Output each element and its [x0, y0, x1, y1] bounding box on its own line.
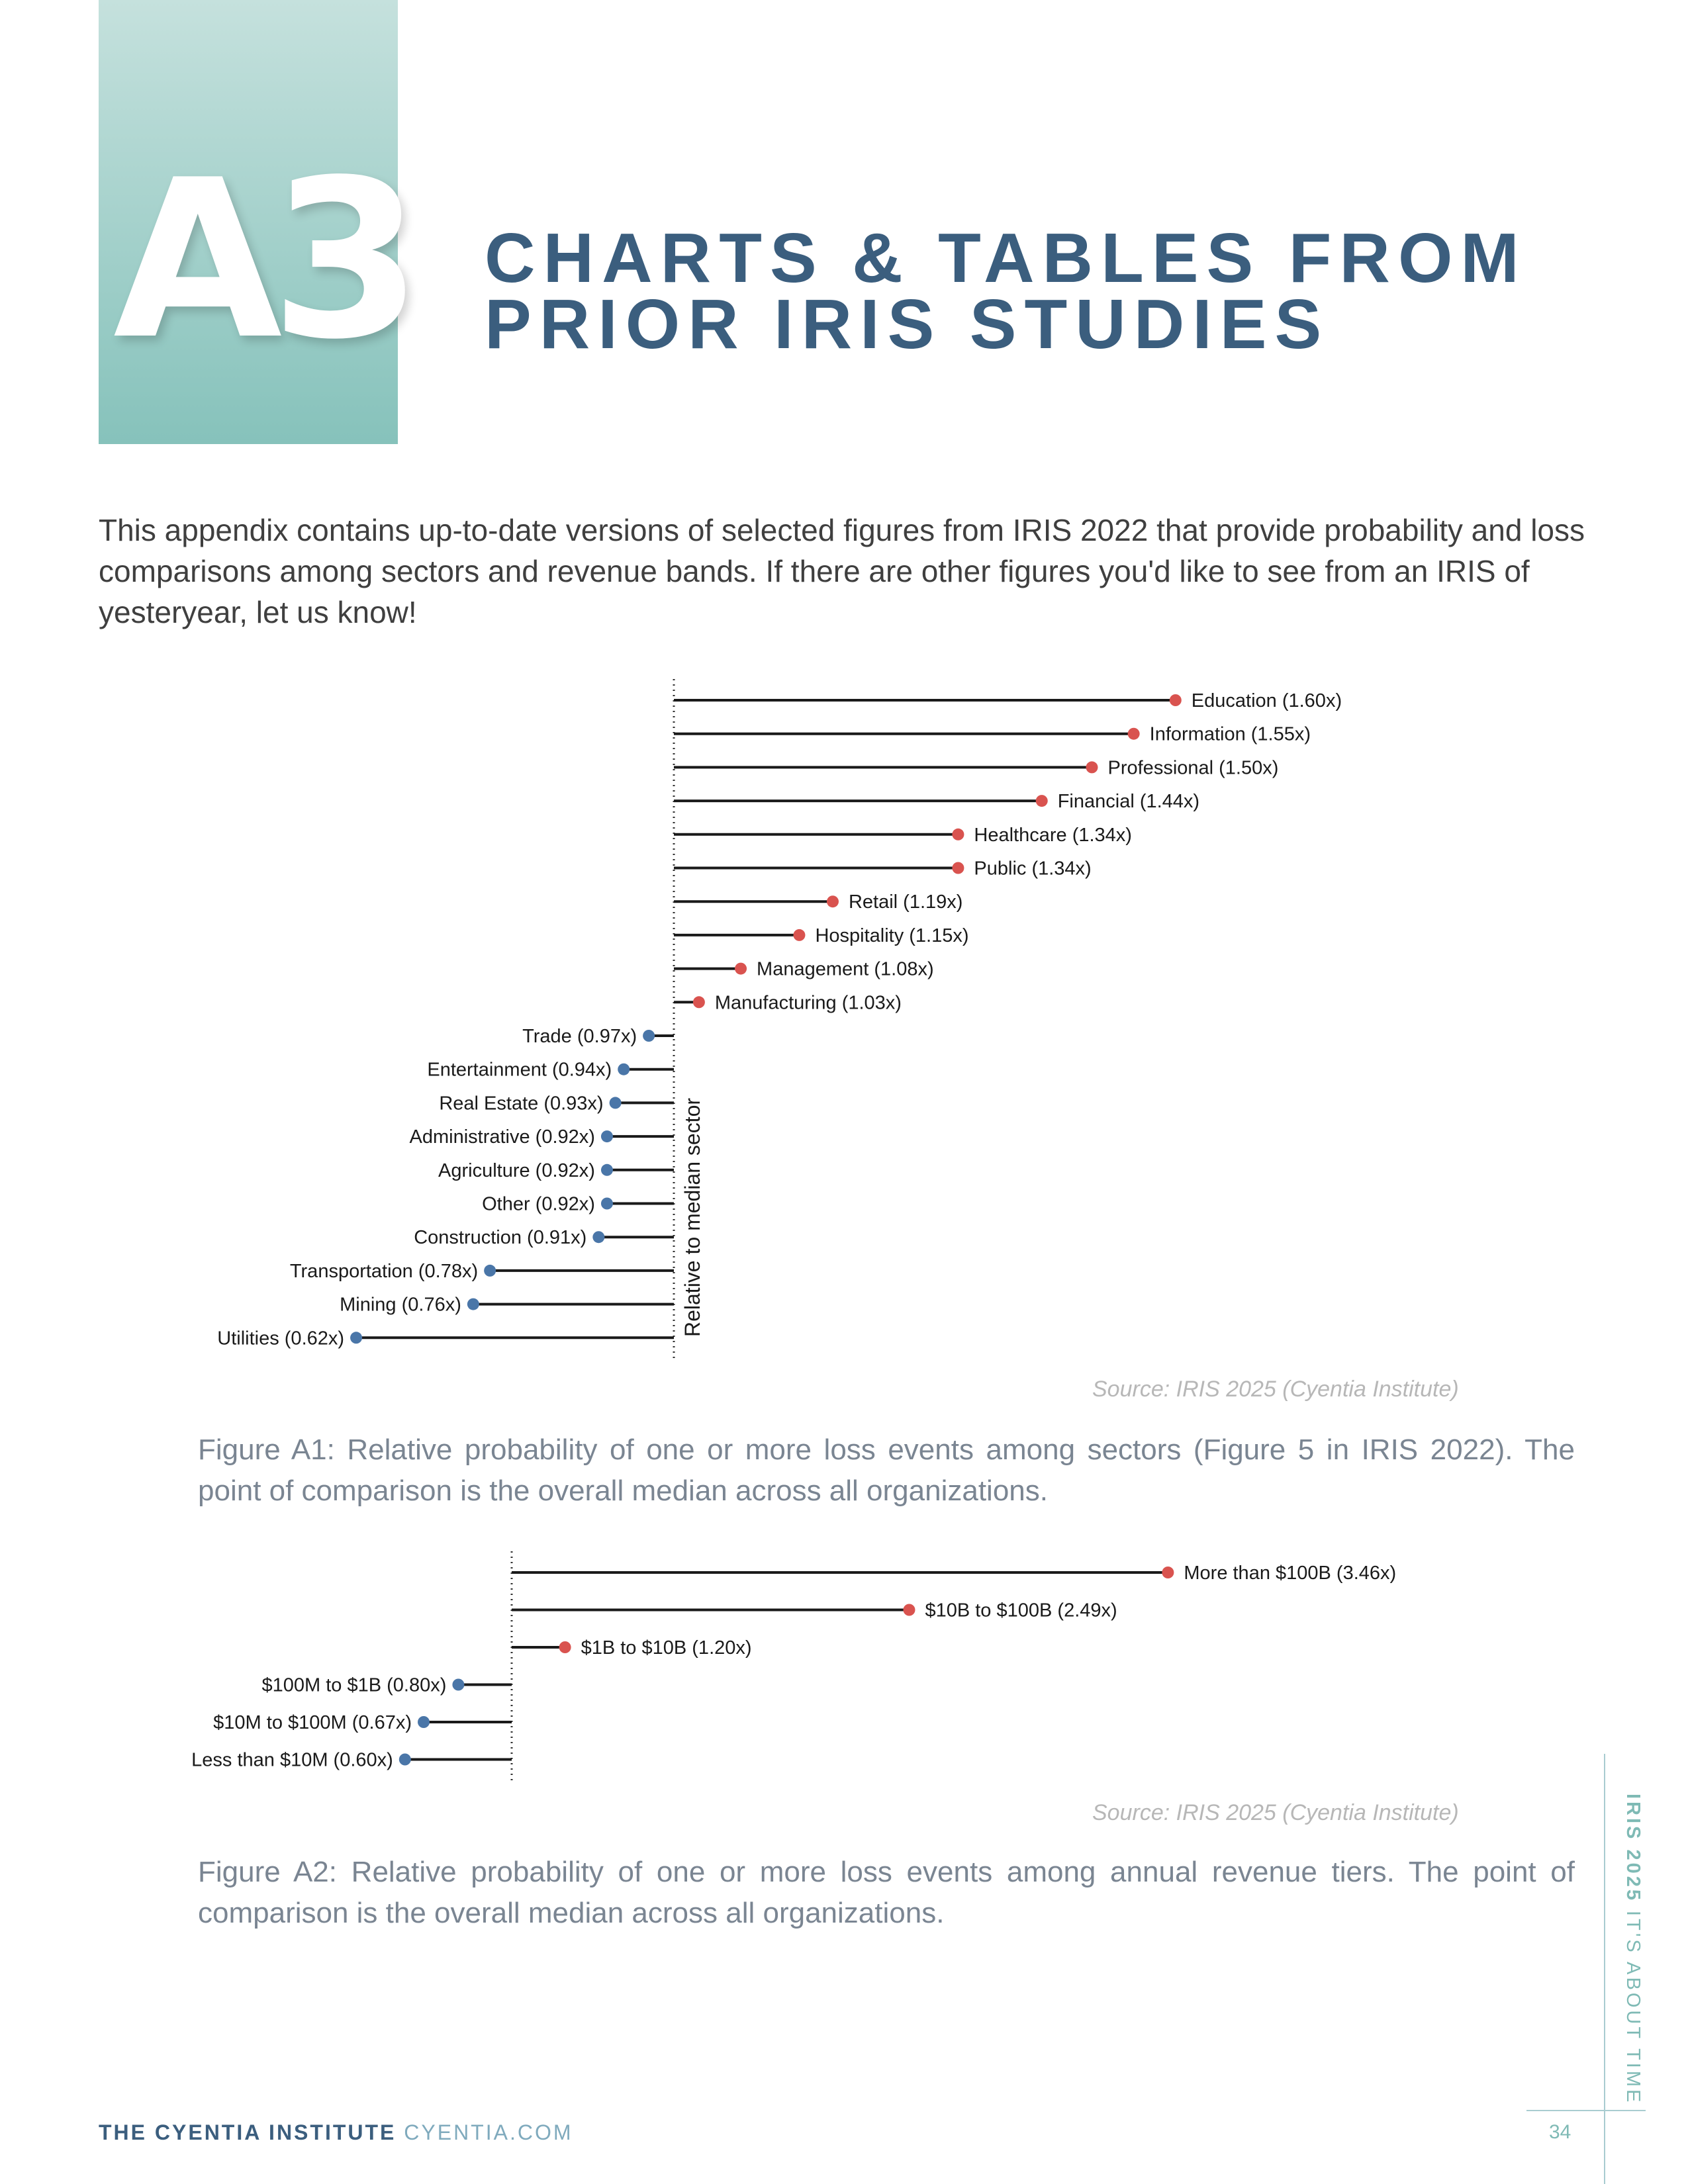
point-label: Management (1.08x): [757, 958, 934, 980]
point-label: Real Estate (0.93x): [439, 1093, 604, 1115]
point-label: Hospitality (1.15x): [815, 925, 969, 946]
footer-org: THE CYENTIA INSTITUTE: [99, 2120, 397, 2144]
lollipop-point: [1036, 795, 1048, 807]
point-label: Education (1.60x): [1191, 690, 1342, 711]
point-label: Construction (0.91x): [414, 1227, 587, 1249]
lollipop-point: [418, 1716, 430, 1728]
page-title-line2: PRIOR IRIS STUDIES: [485, 285, 1330, 363]
lollipop-point: [399, 1754, 411, 1766]
lollipop-point: [1162, 1567, 1174, 1578]
point-label: Manufacturing (1.03x): [714, 992, 902, 1014]
point-label: $1B to $10B (1.20x): [581, 1637, 752, 1659]
intro-paragraph: This appendix contains up-to-date versions of selected figures from IRIS 2022 that provide probability and loss comparisons among sectors and revenue bands. If there are other figures you'd like to see from an IRIS of yesteryear, let us know!: [99, 513, 1585, 629]
lollipop-point: [452, 1679, 464, 1691]
figure-a1-source: Source: IRIS 2025 (Cyentia Institute): [1092, 1377, 1459, 1402]
point-label: Trade (0.97x): [522, 1026, 637, 1047]
footer: [99, 2120, 573, 2145]
lollipop-point: [559, 1641, 571, 1653]
point-label: Financial (1.44x): [1057, 791, 1200, 813]
lollipop-point: [601, 1164, 613, 1176]
lollipop-point: [592, 1231, 604, 1243]
section-code: A3: [113, 133, 411, 387]
lollipop-point: [643, 1030, 655, 1042]
point-label: Less than $10M (0.60x): [191, 1749, 393, 1771]
page-number: 34: [1549, 2121, 1571, 2143]
page-title: [485, 219, 1527, 363]
point-label: Public (1.34x): [974, 858, 1092, 880]
axis-label: Relative to median sector: [680, 1097, 704, 1337]
page-title-line1: CHARTS & TABLES FROM: [485, 219, 1527, 297]
sector-lollipop-chart: [0, 675, 1688, 1363]
point-label: Administrative (0.92x): [409, 1126, 595, 1148]
point-label: Professional (1.50x): [1107, 757, 1279, 779]
point-label: Other (0.92x): [482, 1193, 595, 1215]
lollipop-point: [610, 1097, 622, 1109]
point-label: $10M to $100M (0.67x): [213, 1712, 412, 1733]
revenue-lollipop-chart: [0, 1542, 1688, 1794]
point-label: Agriculture (0.92x): [438, 1160, 595, 1181]
sidebar-branding: [1622, 1794, 1644, 2105]
lollipop-point: [793, 929, 805, 941]
figure-a2-caption: Figure A2: Relative probability of one or more loss events among annual revenue tiers. The point of comparison is the overall median across all organizations.: [198, 1856, 1575, 1929]
lollipop-point: [1128, 728, 1140, 740]
figure-a1-caption: Figure A1: Relative probability of one or more loss events among sectors (Figure 5 in IRIS 2022). The point of comparison is the overall median across all organizations.: [198, 1433, 1575, 1507]
lollipop-point: [693, 996, 705, 1008]
point-label: $100M to $1B (0.80x): [261, 1674, 447, 1696]
point-label: Information (1.55x): [1149, 723, 1311, 745]
lollipop-point: [601, 1130, 613, 1142]
point-label: Healthcare (1.34x): [974, 824, 1132, 846]
lollipop-point: [467, 1298, 479, 1310]
figure-a2-source: Source: IRIS 2025 (Cyentia Institute): [1092, 1800, 1459, 1825]
lollipop-point: [903, 1604, 915, 1616]
sidebar-divider: [1604, 1754, 1605, 2184]
point-label: Entertainment (0.94x): [427, 1059, 612, 1081]
footer-url: CYENTIA.COM: [404, 2120, 573, 2144]
lollipop-point: [1170, 694, 1182, 706]
lollipop-point: [618, 1064, 630, 1075]
footer-divider: [1526, 2110, 1646, 2111]
section-badge: [99, 0, 411, 444]
lollipop-point: [952, 829, 964, 841]
lollipop-point: [601, 1198, 613, 1210]
point-label: Transportation (0.78x): [289, 1260, 479, 1282]
lollipop-point: [735, 963, 747, 975]
lollipop-point: [350, 1332, 362, 1343]
lollipop-point: [952, 862, 964, 874]
point-label: More than $100B (3.46x): [1184, 1563, 1397, 1584]
point-label: Mining (0.76x): [340, 1294, 461, 1316]
lollipop-point: [484, 1265, 496, 1277]
sidebar-brand: IRIS 2025: [1622, 1794, 1644, 1903]
lollipop-point: [827, 895, 839, 907]
point-label: Retail (1.19x): [848, 891, 963, 913]
lollipop-point: [1086, 761, 1098, 773]
sidebar-tagline: IT'S ABOUT TIME: [1622, 1911, 1644, 2105]
point-label: Utilities (0.62x): [217, 1328, 345, 1349]
point-label: $10B to $100B (2.49x): [925, 1600, 1117, 1621]
